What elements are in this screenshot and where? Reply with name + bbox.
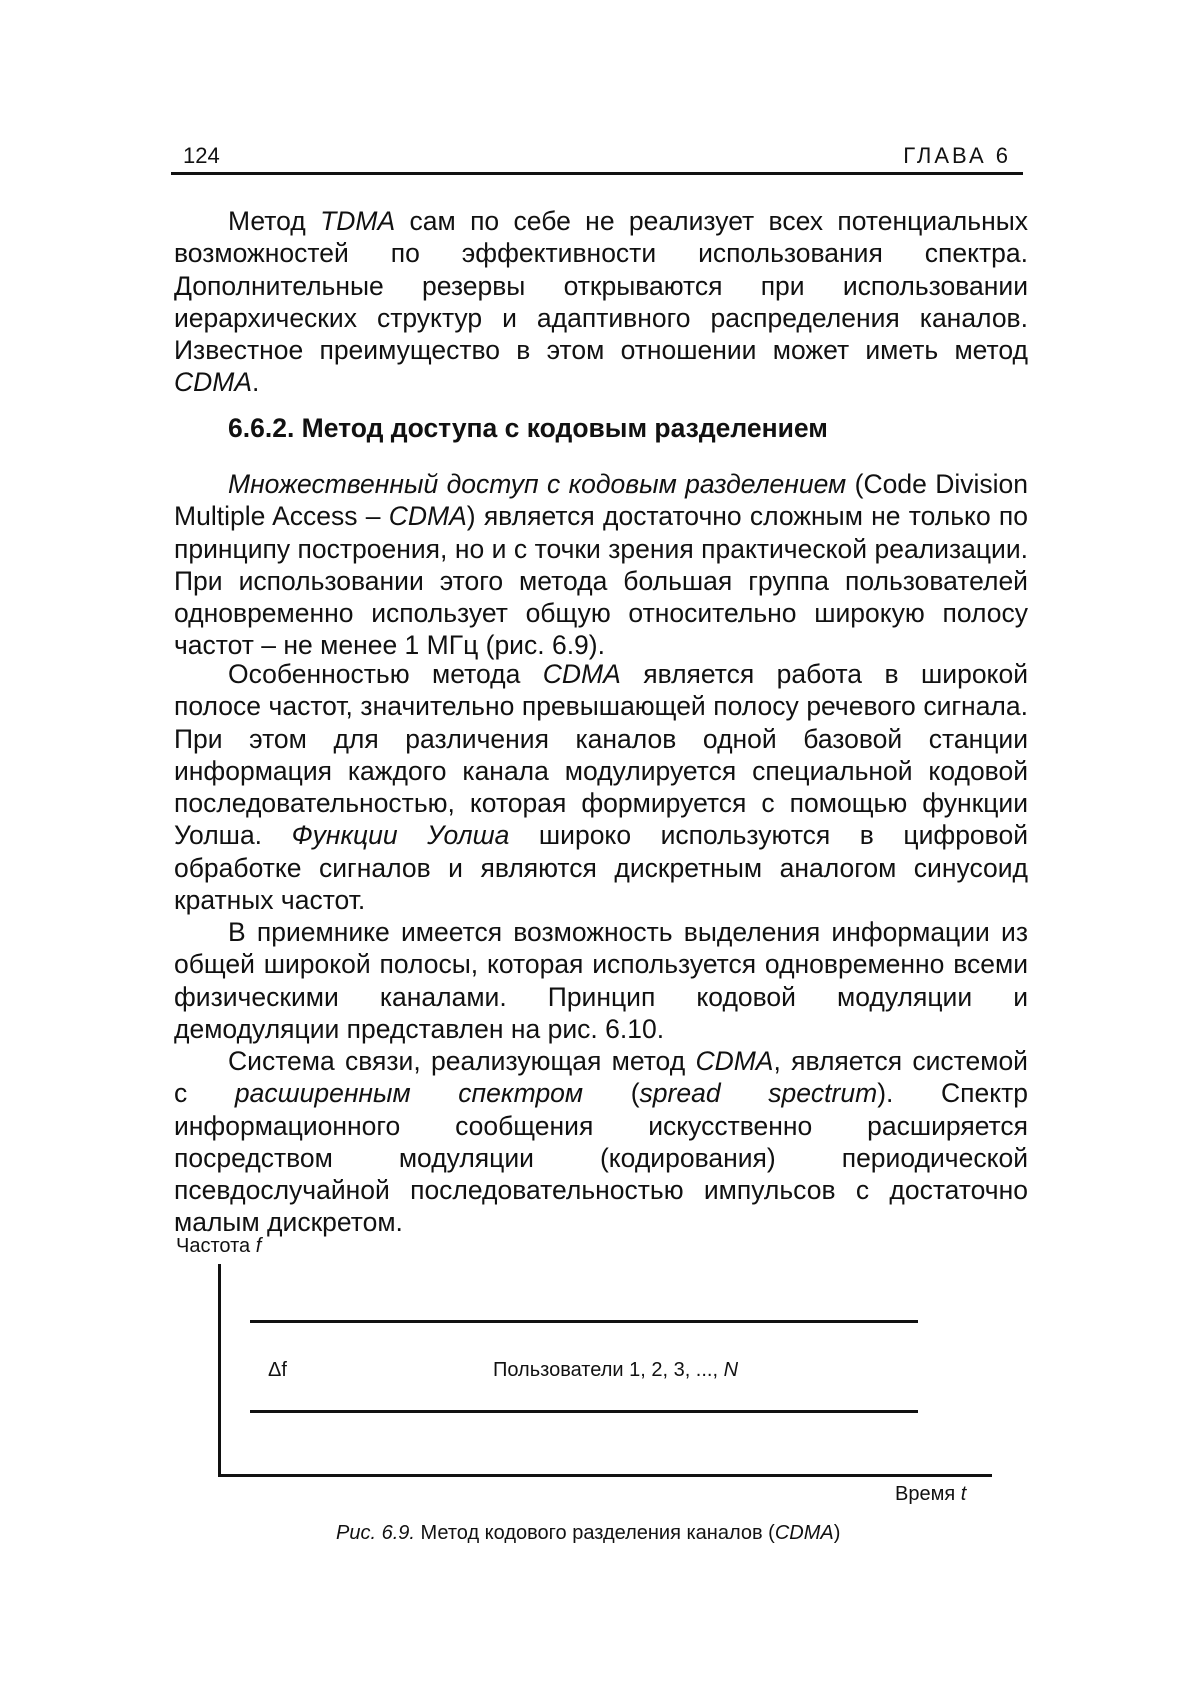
band-users-symbol: N [723,1359,739,1381]
running-header [171,142,1023,175]
text-run: . [252,367,260,398]
text-run: , является системой с [174,1046,1028,1109]
y-axis-line [218,1264,221,1476]
y-axis-symbol: f [255,1235,262,1257]
band-top-line [250,1320,918,1323]
x-axis-label [895,1482,966,1506]
text-run: является работа в широкой полосе частот, значительно превышающей полосу речевого сигнала. При этом для различения каналов одной базовой станции информация каждого канала модулируется специальной кодовой последовательностью, которая формируется с помощью функции Уолша. [174,659,1028,851]
caption-number: Рис. 6.9. [336,1522,415,1544]
page-number: 124 [183,143,220,168]
caption-abbr: CDMA [774,1522,834,1544]
paragraph-tdma [174,205,1028,399]
italic-run: Функции Уолша [291,820,510,851]
text-run: Система связи, реализующая метод [228,1046,696,1076]
text-run: ) является достаточно сложным не только по принципу построения, но и с точки зрения практической реализации. При использовании этого метода большая группа пользователей одновременно использует общую относительно широкую полосу частот – не менее 1 МГц (рис. 6.9). [174,501,1029,661]
italic-run: spread spectrum [639,1078,878,1109]
figure-caption [336,1520,840,1546]
italic-run: CDMA [542,659,621,689]
italic-run: расширенным спектром [234,1078,584,1109]
text-run: ( [583,1078,640,1109]
section-heading: 6.6.2. Метод доступа с кодовым разделением [228,413,828,443]
caption-text: Метод кодового разделения каналов ( [414,1522,775,1544]
band-width-text: Δf [268,1359,287,1381]
italic-run: CDMA [695,1046,774,1076]
italic-run: Множественный доступ с кодовым разделением [228,469,847,499]
x-axis-line [218,1474,992,1477]
italic-run: CDMA [388,501,467,532]
band-bottom-line [250,1410,918,1413]
paragraph-cdma-intro [174,468,1028,662]
text-run: Метод [228,206,321,236]
band-users-label [493,1358,738,1382]
y-axis-label [176,1234,261,1258]
text-run: ). Спектр информационного сообщения искусственно расширяется посредством модуляции (кодирования) периодической псевдослучайной последовательностью импульсов с достаточно малым дискретом. [174,1078,1028,1238]
italic-run: CDMA [174,367,253,398]
text-run: В приемнике имеется возможность выделения информации из общей широкой полосы, которая используется одновременно всеми физическими каналами. Принцип кодовой модуляции и демодуляции представлен на рис. 6.10. [174,917,1028,1044]
band-width-label [268,1358,287,1382]
y-axis-label-text: Частота [176,1235,251,1257]
band-users-text: Пользователи 1, 2, 3, ..., [493,1359,724,1381]
x-axis-symbol: t [960,1483,967,1505]
text-run: (Code Division Multiple Access – [174,469,1028,532]
paragraph-cdma-features [174,658,1028,916]
italic-run: TDMA [320,206,396,236]
paragraph-spread-spectrum [174,1045,1028,1239]
text-run: Особенностью метода [228,659,543,689]
paragraph-receiver [174,916,1028,1045]
text-run: сам по себе не реализует всех потенциальных возможностей по эффективности использования спектра. Дополнительные резервы открываются при использовании иерархических структур и адаптивного распределения каналов. Известное преимущество в этом отношении может иметь метод [174,206,1028,366]
x-axis-label-text: Время [895,1483,956,1505]
chapter-title: ГЛАВА 6 [903,143,1011,168]
caption-suffix: ) [833,1522,841,1544]
text-run: широко используются в цифровой обработке сигналов и являются дискретным аналогом синусоид кратных частот. [174,820,1028,916]
